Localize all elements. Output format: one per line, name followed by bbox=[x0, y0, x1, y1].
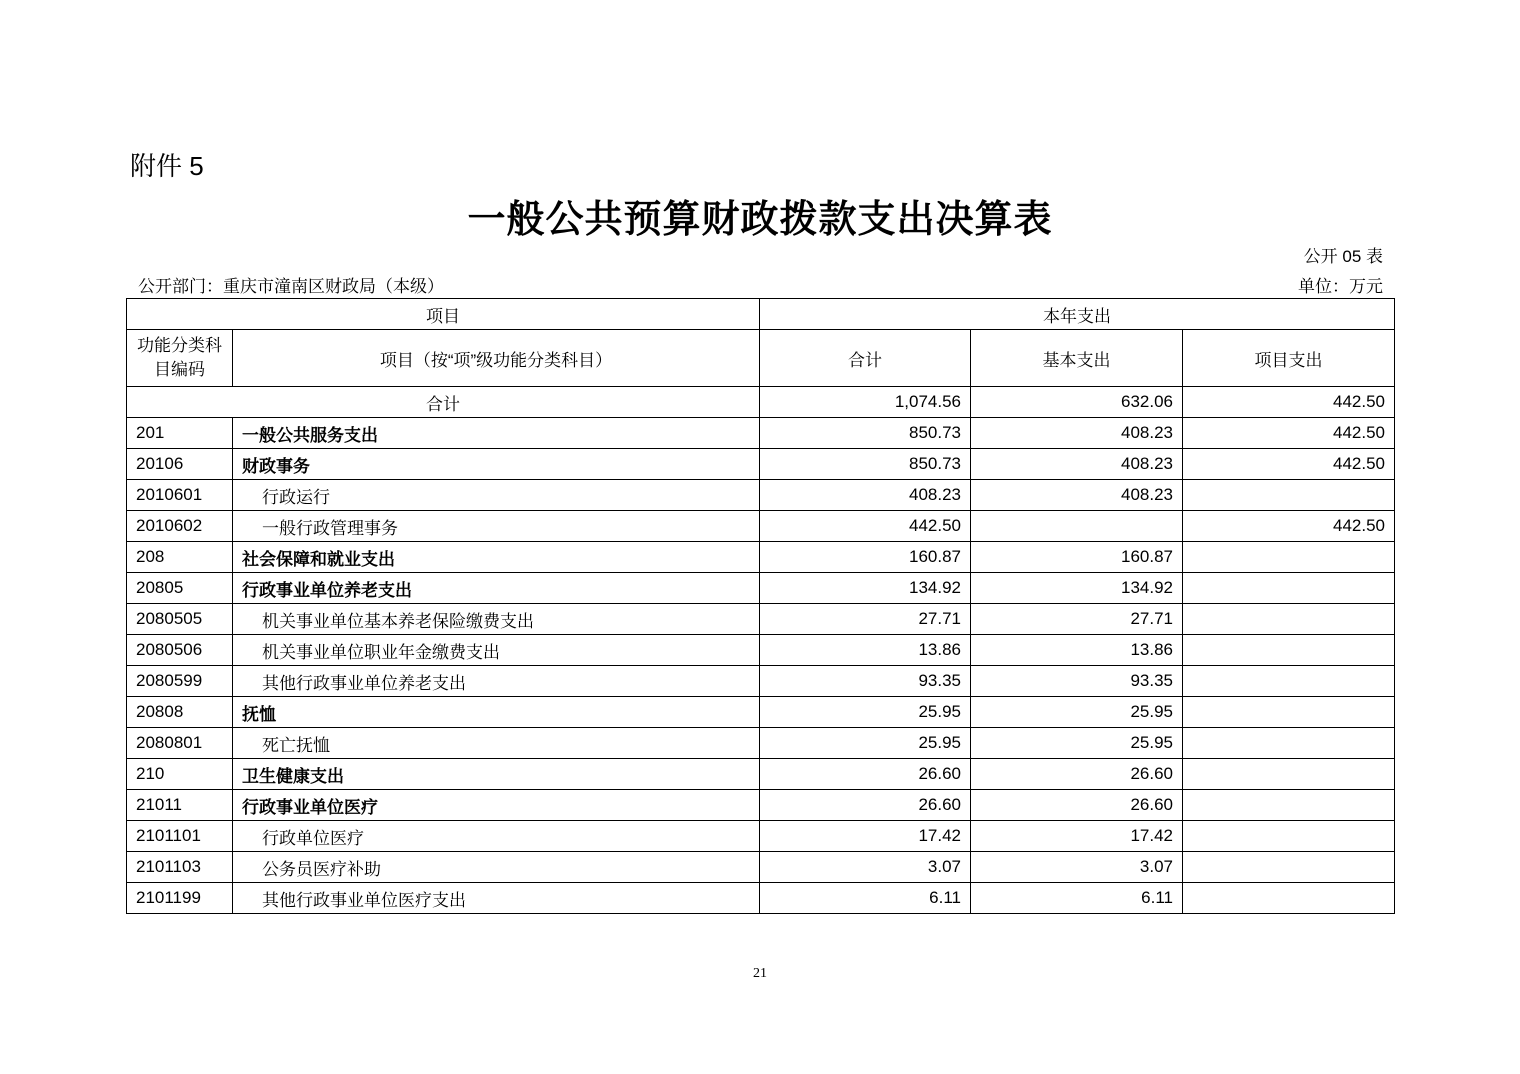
row-code: 2010602 bbox=[127, 511, 233, 542]
header-row-2 bbox=[127, 330, 1395, 387]
row-basic: 25.95 bbox=[971, 697, 1183, 728]
header-total: 合计 bbox=[760, 330, 971, 387]
row-total: 27.71 bbox=[760, 604, 971, 635]
row-basic: 134.92 bbox=[971, 573, 1183, 604]
table-row bbox=[127, 852, 1395, 883]
row-name: 财政事务 bbox=[233, 449, 760, 480]
row-name: 一般公共服务支出 bbox=[233, 418, 760, 449]
row-total: 26.60 bbox=[760, 790, 971, 821]
row-total: 850.73 bbox=[760, 418, 971, 449]
row-code: 2080801 bbox=[127, 728, 233, 759]
row-project bbox=[1183, 883, 1395, 914]
table-row bbox=[127, 635, 1395, 666]
row-name: 机关事业单位职业年金缴费支出 bbox=[233, 635, 760, 666]
annex-label: 附件 5 bbox=[130, 151, 204, 181]
row-total: 93.35 bbox=[760, 666, 971, 697]
row-basic: 6.11 bbox=[971, 883, 1183, 914]
row-basic: 408.23 bbox=[971, 449, 1183, 480]
header-year-expenditure: 本年支出 bbox=[760, 299, 1395, 330]
table-number: 公开 05 表 bbox=[1303, 247, 1383, 266]
row-name: 其他行政事业单位医疗支出 bbox=[233, 883, 760, 914]
row-code: 201 bbox=[127, 418, 233, 449]
page-title: 一般公共预算财政拨款支出决算表 bbox=[467, 196, 1053, 241]
total-project: 442.50 bbox=[1183, 387, 1395, 418]
row-project bbox=[1183, 821, 1395, 852]
header-row-1 bbox=[127, 299, 1395, 330]
row-name: 行政单位医疗 bbox=[233, 821, 760, 852]
table-row bbox=[127, 542, 1395, 573]
row-name: 卫生健康支出 bbox=[233, 759, 760, 790]
table-row bbox=[127, 573, 1395, 604]
row-code: 20805 bbox=[127, 573, 233, 604]
row-code: 20808 bbox=[127, 697, 233, 728]
row-code: 2101199 bbox=[127, 883, 233, 914]
row-total: 26.60 bbox=[760, 759, 971, 790]
expenditure-table bbox=[126, 298, 1395, 914]
table-row bbox=[127, 821, 1395, 852]
row-basic bbox=[971, 511, 1183, 542]
table-row bbox=[127, 697, 1395, 728]
row-total: 408.23 bbox=[760, 480, 971, 511]
row-project bbox=[1183, 573, 1395, 604]
row-code: 21011 bbox=[127, 790, 233, 821]
row-total: 13.86 bbox=[760, 635, 971, 666]
row-name: 死亡抚恤 bbox=[233, 728, 760, 759]
row-basic: 408.23 bbox=[971, 418, 1183, 449]
row-basic: 13.86 bbox=[971, 635, 1183, 666]
row-project bbox=[1183, 697, 1395, 728]
row-basic: 93.35 bbox=[971, 666, 1183, 697]
row-total: 6.11 bbox=[760, 883, 971, 914]
row-name: 抚恤 bbox=[233, 697, 760, 728]
row-code: 2101103 bbox=[127, 852, 233, 883]
table-row bbox=[127, 759, 1395, 790]
page-number: 21 bbox=[753, 966, 767, 981]
row-total: 850.73 bbox=[760, 449, 971, 480]
header-item: 项目 bbox=[127, 299, 760, 330]
row-name: 公务员医疗补助 bbox=[233, 852, 760, 883]
row-basic: 26.60 bbox=[971, 759, 1183, 790]
row-project bbox=[1183, 604, 1395, 635]
row-total: 134.92 bbox=[760, 573, 971, 604]
row-basic: 160.87 bbox=[971, 542, 1183, 573]
row-total: 3.07 bbox=[760, 852, 971, 883]
total-basic: 632.06 bbox=[971, 387, 1183, 418]
row-total: 442.50 bbox=[760, 511, 971, 542]
table-row bbox=[127, 511, 1395, 542]
row-project bbox=[1183, 728, 1395, 759]
table-row bbox=[127, 604, 1395, 635]
total-label: 合计 bbox=[127, 387, 760, 418]
row-total: 17.42 bbox=[760, 821, 971, 852]
row-code: 20106 bbox=[127, 449, 233, 480]
total-amount: 1,074.56 bbox=[760, 387, 971, 418]
row-basic: 26.60 bbox=[971, 790, 1183, 821]
row-project bbox=[1183, 480, 1395, 511]
row-project bbox=[1183, 542, 1395, 573]
table-row bbox=[127, 666, 1395, 697]
row-project bbox=[1183, 790, 1395, 821]
header-project: 项目支出 bbox=[1183, 330, 1395, 387]
row-total: 160.87 bbox=[760, 542, 971, 573]
row-code: 210 bbox=[127, 759, 233, 790]
unit-label: 单位：万元 bbox=[1298, 277, 1383, 296]
row-project: 442.50 bbox=[1183, 418, 1395, 449]
row-basic: 408.23 bbox=[971, 480, 1183, 511]
table-row bbox=[127, 480, 1395, 511]
row-basic: 27.71 bbox=[971, 604, 1183, 635]
total-row bbox=[127, 387, 1395, 418]
row-name: 其他行政事业单位养老支出 bbox=[233, 666, 760, 697]
row-project: 442.50 bbox=[1183, 511, 1395, 542]
department-label: 公开部门：重庆市潼南区财政局（本级） bbox=[138, 277, 444, 296]
row-total: 25.95 bbox=[760, 728, 971, 759]
row-code: 208 bbox=[127, 542, 233, 573]
table-row bbox=[127, 883, 1395, 914]
row-name: 行政事业单位养老支出 bbox=[233, 573, 760, 604]
row-project bbox=[1183, 852, 1395, 883]
row-project bbox=[1183, 666, 1395, 697]
row-code: 2101101 bbox=[127, 821, 233, 852]
table-row bbox=[127, 418, 1395, 449]
row-basic: 25.95 bbox=[971, 728, 1183, 759]
header-item-name: 项目（按“项”级功能分类科目） bbox=[233, 330, 760, 387]
row-code: 2080599 bbox=[127, 666, 233, 697]
header-function-code: 功能分类科目编码 bbox=[127, 330, 233, 387]
row-code: 2080505 bbox=[127, 604, 233, 635]
row-name: 行政事业单位医疗 bbox=[233, 790, 760, 821]
row-project: 442.50 bbox=[1183, 449, 1395, 480]
row-project bbox=[1183, 635, 1395, 666]
row-name: 社会保障和就业支出 bbox=[233, 542, 760, 573]
row-code: 2010601 bbox=[127, 480, 233, 511]
row-name: 一般行政管理事务 bbox=[233, 511, 760, 542]
table-row bbox=[127, 790, 1395, 821]
row-basic: 17.42 bbox=[971, 821, 1183, 852]
row-basic: 3.07 bbox=[971, 852, 1183, 883]
row-name: 机关事业单位基本养老保险缴费支出 bbox=[233, 604, 760, 635]
row-project bbox=[1183, 759, 1395, 790]
row-code: 2080506 bbox=[127, 635, 233, 666]
table-row bbox=[127, 449, 1395, 480]
row-name: 行政运行 bbox=[233, 480, 760, 511]
table-row bbox=[127, 728, 1395, 759]
row-total: 25.95 bbox=[760, 697, 971, 728]
header-basic: 基本支出 bbox=[971, 330, 1183, 387]
